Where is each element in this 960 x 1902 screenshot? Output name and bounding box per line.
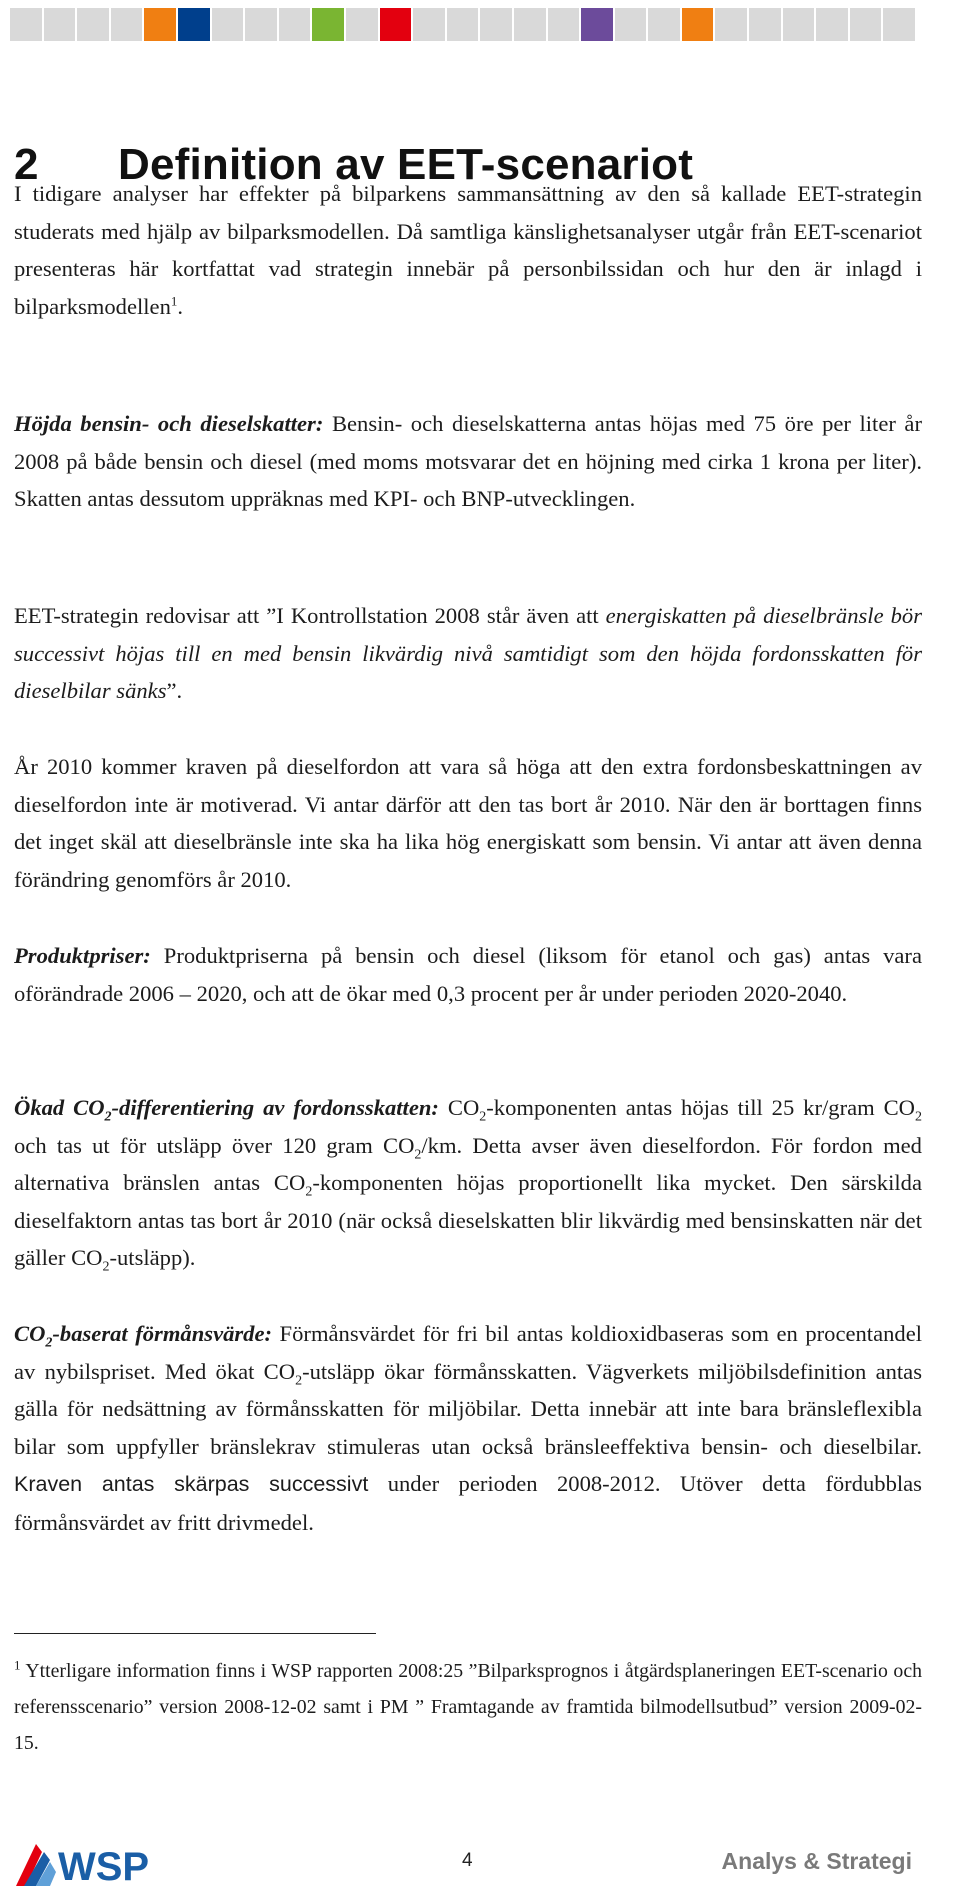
- band-square: [548, 8, 580, 41]
- logo-text: WSP: [58, 1845, 150, 1888]
- band-square: [682, 8, 714, 41]
- intro-paragraph: I tidigare analyser har effekter på bilparkens sammansättning av den så kallade EET-strategin studerats med hjälp av bilparksmodellen. Då samtliga känslighetsanalyser utgår från EET-scenariot presenteras här kortfattat vad strategin innebär på personbilssidan och hur den är inlagd i bilparksmodellen$^1$.: [14, 181, 922, 319]
- band-square: [245, 8, 277, 41]
- band-square: [44, 8, 76, 41]
- footnote-marker: 1: [14, 1657, 21, 1673]
- paragraph-lead: Höjda bensin- och dieselskatter:: [14, 411, 324, 436]
- footnote-reference: 1: [170, 292, 178, 308]
- section-title: Definition av EET-scenariot: [118, 140, 694, 189]
- year-2010-paragraph: År 2010 kommer kraven på dieselfordon att vara så höga att den extra fordonsbeskattningen av dieselfordon inte är motiverad. Vi antar därför att den tas bort år 2010. När den är borttagen finns det inget skäl att dieselbränsle inte ska ha lika hög energiskatt som bensin. Vi antar att även denna förändring genomförs år 2010.: [14, 754, 922, 892]
- footnote: $^1$ Ytterligare information finns i WSP rapporten 2008:25 ”Bilparksprognos i åtgärdsplaneringen EET-scenario och referensscenario” version 2008-12-02 samt i PM ” Framtagande av framtida bilmodellsutbud” version 2009-02-15.: [14, 1657, 922, 1754]
- band-square: [413, 8, 445, 41]
- band-square: [615, 8, 647, 41]
- band-square: [447, 8, 479, 41]
- quote-paragraph: EET-strategin redovisar att ”I Kontrollstation 2008 står även att energiskatten på dieselbränsle bör successivt höjas till en med bensin likvärdig nivå samtidigt som den höjda fordonsskatten för dieselbilar sänks”.: [14, 603, 922, 703]
- footer-brand: Analys & Strategi: [721, 1848, 912, 1874]
- band-square: [581, 8, 613, 41]
- band-square: [648, 8, 680, 41]
- band-square: [212, 8, 244, 41]
- co2-differentiation-paragraph: Ökad $CO_2$-differentiering av fordonsskatten: $CO_2$-komponenten antas höjas till 25 kr/gram $CO_2$ och tas ut för utsläpp över 120 gram $CO_2/km$. Detta avser även dieselfordon. För fordon med alternativa bränslen antas $CO_2$-komponenten höjas proportionellt lika mycket. Den särskilda dieselfaktorn antas tas bort år 2010 (när också dieselskatten blir likvärdig med bensinskatten när det gäller $CO_2-utsläpp$).: [14, 1095, 922, 1275]
- page-number: 4: [462, 1850, 473, 1871]
- band-square: [279, 8, 311, 41]
- band-square: [312, 8, 344, 41]
- paragraph-lead: Produktpriser:: [14, 943, 151, 968]
- benefit-value-paragraph: $CO_2$-baserat förmånsvärde: Förmånsvärdet för fri bil antas koldioxidbaseras som en procentandel av nybilspriset. Med ökat $CO_2$-utsläpp ökar förmånsskatten. Vägverkets miljöbilsdefinition antas gälla för nedsättning av förmånsskatten för miljöbilar. Detta innebär att inte bara bränsleflexibla bilar som uppfyller bränslekrav stimuleras utan också bränsleeffektiva bensin- och dieselbilar. Kraven antas skärpas successivt under perioden 2008-2012. Utöver detta fördubblas förmånsvärdet av fritt drivmedel.: [14, 1321, 922, 1535]
- product-prices-paragraph: Produktpriser: Produktpriserna på bensin och diesel (liksom för etanol och gas) antas vara oförändrade 2006 – 2020, och att de ökar med 0,3 procent per år under perioden 2020-2040.: [14, 943, 922, 1006]
- band-square: [144, 8, 176, 41]
- band-square: [850, 8, 882, 41]
- header-color-band: [10, 8, 915, 41]
- band-square: [480, 8, 512, 41]
- paragraph-lead: Ökad $CO_2$-differentiering av fordonsskatten:: [14, 1095, 439, 1125]
- band-square: [178, 8, 210, 41]
- band-square: [77, 8, 109, 41]
- wsp-logo: [14, 1838, 194, 1888]
- band-square: [749, 8, 781, 41]
- fuel-tax-paragraph: Höjda bensin- och dieselskatter: Bensin- och dieselskatterna antas höjas med 75 öre per liter år 2008 på både bensin och diesel (med moms motsvarar det en höjning med cirka 1 krona per liter). Skatten antas dessutom uppräknas med KPI- och BNP-utvecklingen.: [14, 411, 922, 511]
- band-square: [346, 8, 378, 41]
- band-square: [883, 8, 915, 41]
- section-number: 2: [14, 140, 39, 189]
- paragraph-lead: $CO_2$-baserat förmånsvärde:: [14, 1321, 273, 1351]
- band-square: [715, 8, 747, 41]
- band-square: [514, 8, 546, 41]
- footnote-divider: [14, 1633, 376, 1634]
- band-square: [10, 8, 42, 41]
- band-square: [816, 8, 848, 41]
- band-square: [380, 8, 412, 41]
- band-square: [783, 8, 815, 41]
- band-square: [111, 8, 143, 41]
